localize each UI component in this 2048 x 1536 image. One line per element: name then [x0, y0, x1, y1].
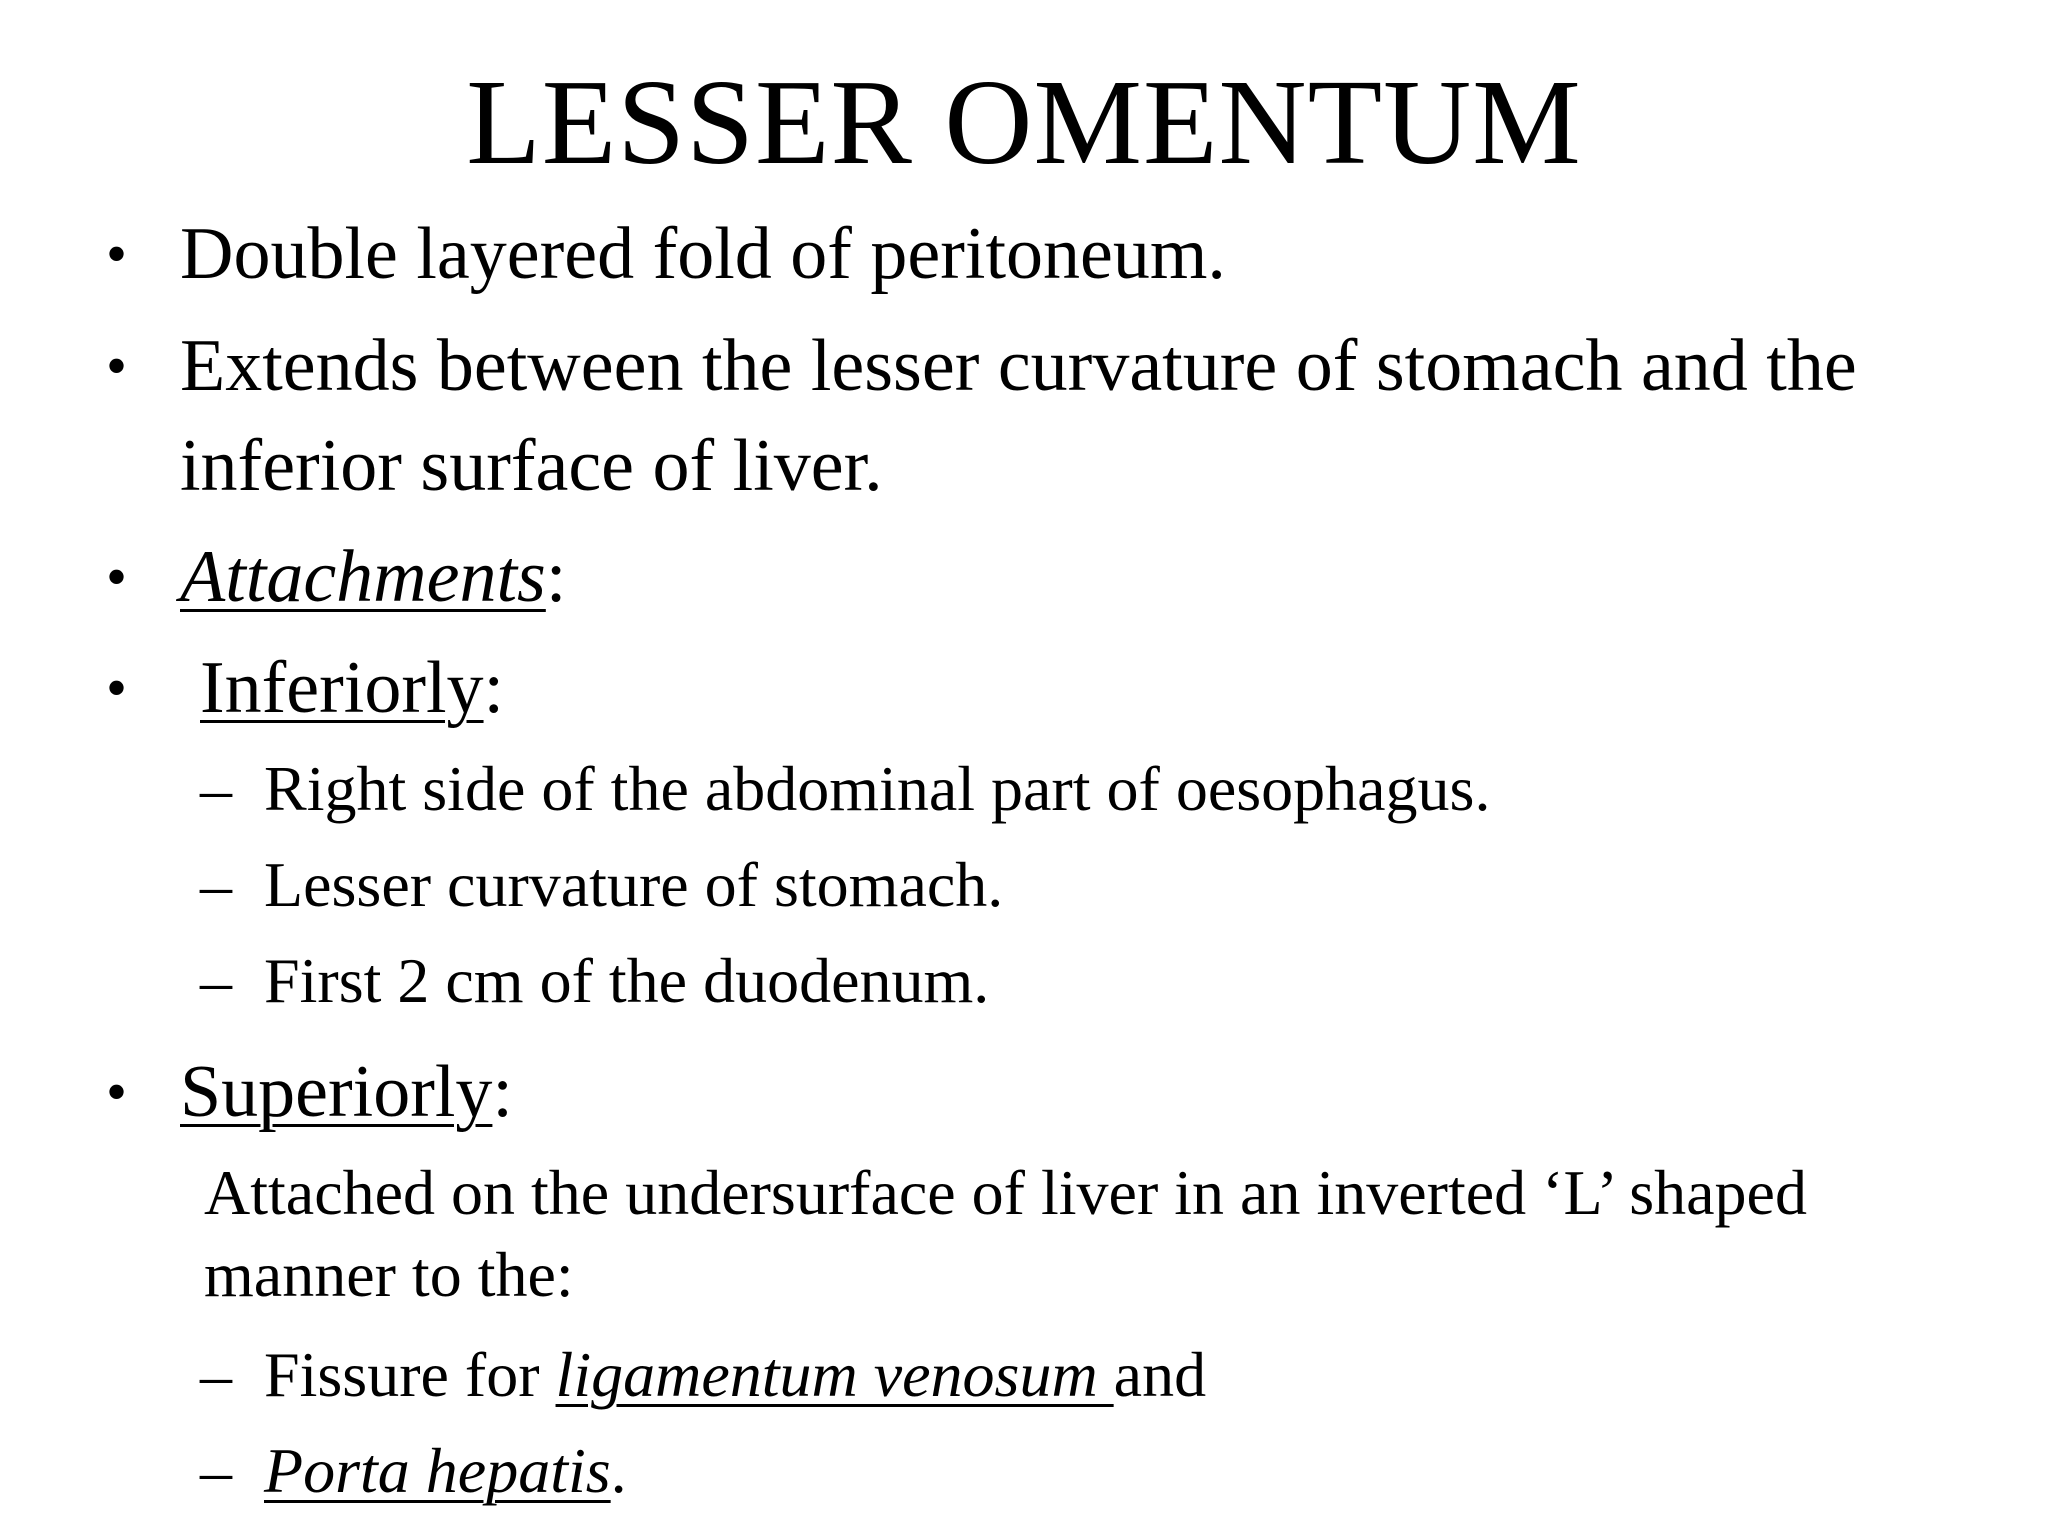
bullet-text-line-2: inferior surface of liver.	[180, 425, 883, 507]
attachments-colon: :	[545, 536, 567, 618]
bullet-icon: •	[106, 221, 128, 287]
bullet-text: Double layered fold of peritoneum.	[180, 213, 1226, 295]
bullet-text-line-1: Extends between the lesser curvature of stomach and the	[180, 325, 1857, 407]
dash-icon: –	[200, 753, 232, 824]
dash-icon: –	[200, 945, 232, 1016]
attachments-heading: Attachments	[180, 536, 546, 618]
bullet-icon: •	[106, 333, 128, 399]
bullet-icon: •	[106, 1059, 128, 1125]
sub-item-text: Lesser curvature of stomach.	[264, 849, 1004, 920]
slide-title: LESSER OMENTUM	[466, 55, 1582, 190]
paragraph-text: Attached on the undersurface of liver in an inverted ‘L’ shaped	[204, 1157, 1807, 1228]
porta-hepatis-term: Porta hepatis	[264, 1435, 611, 1506]
inferiorly-heading: Inferiorly	[200, 647, 484, 729]
ligamentum-venosum-term: ligamentum venosum	[555, 1339, 1114, 1410]
porta-hepatis-suffix: .	[610, 1435, 627, 1506]
superiorly-colon: :	[492, 1051, 513, 1133]
inferiorly-colon: :	[483, 647, 505, 729]
dash-icon: –	[200, 1339, 232, 1410]
superiorly-heading: Superiorly	[180, 1051, 493, 1133]
fissure-prefix: Fissure for	[264, 1339, 556, 1410]
sub-item-text: Right side of the abdominal part of oesophagus.	[264, 753, 1491, 824]
fissure-suffix: and	[1113, 1339, 1207, 1410]
paragraph-text: manner to the:	[204, 1239, 574, 1310]
dash-icon: –	[200, 849, 232, 920]
bullet-icon: •	[106, 544, 128, 610]
bullet-icon: •	[106, 655, 128, 721]
dash-icon: –	[200, 1435, 232, 1506]
sub-item-text: First 2 cm of the duodenum.	[264, 945, 990, 1016]
